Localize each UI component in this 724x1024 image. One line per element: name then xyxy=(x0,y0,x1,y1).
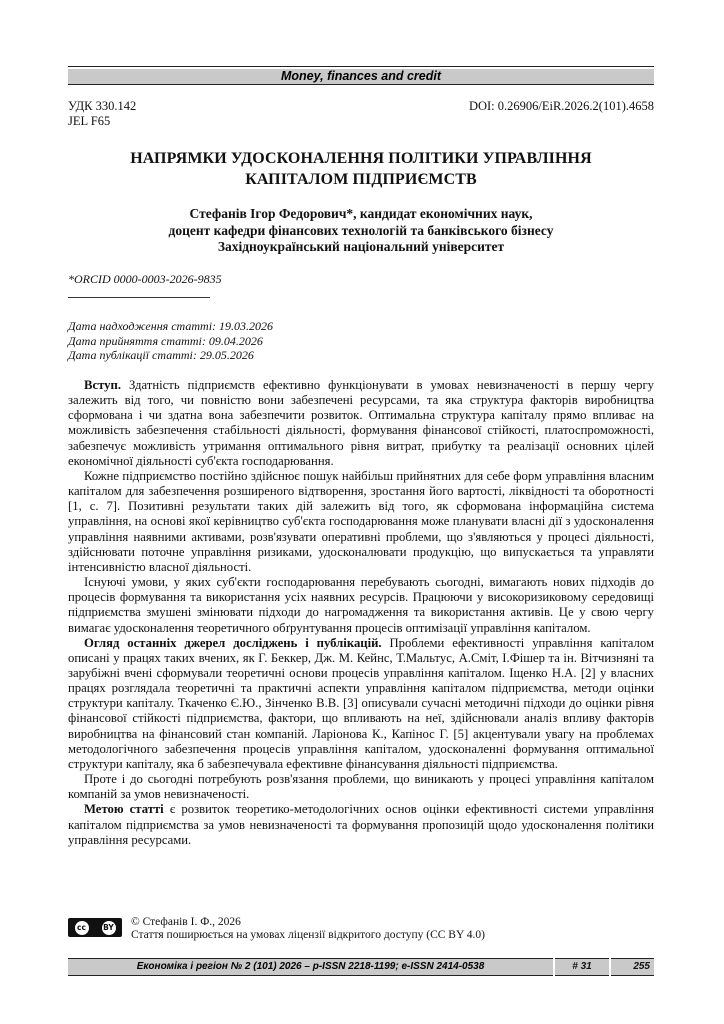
paragraph-text: Проблеми ефективності управління капіталом описані у працях таких вчених, як Г. Беккер, Дж. М. Кейнс, Т.Мальтус, А.Сміт, І.Фішер та ін. Вітчизняні та зарубіжні вчені сформували теоретичні основи процесів управління капіталом. Іщенко Н.А. [2] у власних працях розглядала теоретичні та практичні аспекти управління капіталом підприємства, методи оцінки структури капіталу. Ткаченко Є.Ю., Зінченко В.В. [3] описували сучасні методичні підходи до оцінки рівня фінансової стійкості підприємства, фактори, що впливають на неї, здійснювали аналіз впливу факторів виробництва на фінансовий стан компаній. Ларіонова К., Капінос Г. [5] акцентували увагу на проблемах методологічного забезпечення процесів управління капіталом, удосконаленні формування оптимальної структури капіталу, яка б забезпечувала ефективне фінансування діяльності підприємства. xyxy=(68,635,654,771)
header-top-rule xyxy=(68,66,654,67)
author-position: доцент кафедри фінансових технологій та банківського бізнесу xyxy=(168,222,554,238)
by-icon: BY xyxy=(102,921,116,935)
paragraph: Проте і до сьогодні потребують розв'язання проблеми, що виникають у процесі управління капіталом компаній за умов невизначеності. xyxy=(68,772,654,802)
article-title xyxy=(68,148,654,190)
cc-by-license-icon[interactable] xyxy=(68,918,122,937)
orcid: *ORCID 0000-0003-2026-9835 xyxy=(68,272,222,286)
page-number: 255 xyxy=(633,961,650,972)
license-block xyxy=(131,916,485,942)
paragraph-text: є розвиток теоретико-методологічних основ оцінки ефективності системи управління капіталом підприємства за умов невизначеності та формування пропозицій щодо удосконалення політики управління ресурсами. xyxy=(68,802,654,847)
footnote-separator xyxy=(68,297,210,298)
footer-band xyxy=(68,958,654,976)
heading-literature-review: Огляд останніх джерел досліджень і публікацій. xyxy=(84,635,382,650)
date-accepted: Дата прийняття статті: 09.04.2026 xyxy=(68,333,263,348)
article-dates xyxy=(68,319,273,363)
article-title-line-2: КАПІТАЛОМ ПІДПРИЄМСТВ xyxy=(245,171,477,188)
footer-journal-info: Економіка і регіон № 2 (101) 2026 – p-ISSN 2218-1199; e-ISSN 2414-0538 xyxy=(136,961,485,972)
date-received: Дата надходження статті: 19.03.2026 xyxy=(68,319,274,333)
heading-introduction: Вступ. xyxy=(84,378,121,392)
article-title-line-1: НАПРЯМКИ УДОСКОНАЛЕННЯ ПОЛІТИКИ УПРАВЛІННЯ xyxy=(130,150,592,167)
paragraph: Кожне підприємство постійно здійснює пошук найбільш прийнятних для себе форм управління власним капіталом для забезпечення розширеного відтворення, зростання його вартості, ліквідності та оборотності [1, с. 7]. Позитивні результати таких дій залежить від того, як сформована інформаційна система управління, на основі якої керівництво суб'єкта господарювання може планувати власні дії з удосконалення управління наявними активами, розв'язувати оперативні проблеми, що з'являються у процесі діяльності, здійснювати поточне управління ризиками, удосконалювати продукцію, що випускається та управляти інтенсивністю власної діяльності. xyxy=(68,468,654,574)
doi: DOI: 0.26906/EiR.2026.2(101).4658 xyxy=(468,99,654,113)
footer-divider xyxy=(609,958,611,976)
date-published: Дата публікації статті: 29.05.2026 xyxy=(68,348,254,363)
paragraph-text: Здатність підприємств ефективно функціонувати в умовах невизначеності в першу чергу залежить від того, чи повністю вони забезпечені ресурсами, та яка структура факторів виробництва сформована і чи здатна вона забезпечити розвиток. Оптимальна структура капіталу прямо впливає на можливість забезпечення стабільності діяльності, формування фінансової стійкості, платоспроможності, забезпечує можливість утримання оптимального рівня витрат, прибутку та реалізації основних цілей економічної діяльності суб'єкта господарювання. xyxy=(68,378,654,468)
author-block xyxy=(68,206,654,256)
author-name-degree: Стефанів Ігор Федорович*, кандидат економічних наук, xyxy=(189,206,533,221)
jel-code: JEL F65 xyxy=(68,114,111,128)
header-band xyxy=(68,69,654,85)
paragraph-aim xyxy=(68,802,654,847)
license-statement: Стаття поширюється на умовах ліцензії відкритого доступу (CC BY 4.0) xyxy=(131,929,485,941)
article-body xyxy=(68,378,654,848)
paragraph-literature-review xyxy=(68,636,654,772)
heading-aim: Метою статті xyxy=(84,802,164,817)
udc-code: УДК 330.142 xyxy=(68,99,137,113)
author-affiliation: Західноукраїнський національний університет xyxy=(217,239,505,254)
cc-icon: cc xyxy=(75,921,89,935)
footer-issue-number: # 31 xyxy=(572,961,592,972)
copyright: © Стефанів І. Ф., 2026 xyxy=(131,916,241,928)
paragraph: Існуючі умови, у яких суб'єкти господарювання перебувають сьогодні, вимагають нових підходів до процесів формування та використання усіх наявних ресурсів. Працюючи у високоризиковому середовищі підприємства змушені змінювати підходи до нагромадження та використання активів. Це у свою чергу вимагає удосконалення теоретичного обґрунтування процесів оптимізації управління капіталом. xyxy=(68,575,654,635)
journal-section-title: Money, finances and credit xyxy=(281,69,441,83)
paragraph-introduction xyxy=(68,378,654,469)
